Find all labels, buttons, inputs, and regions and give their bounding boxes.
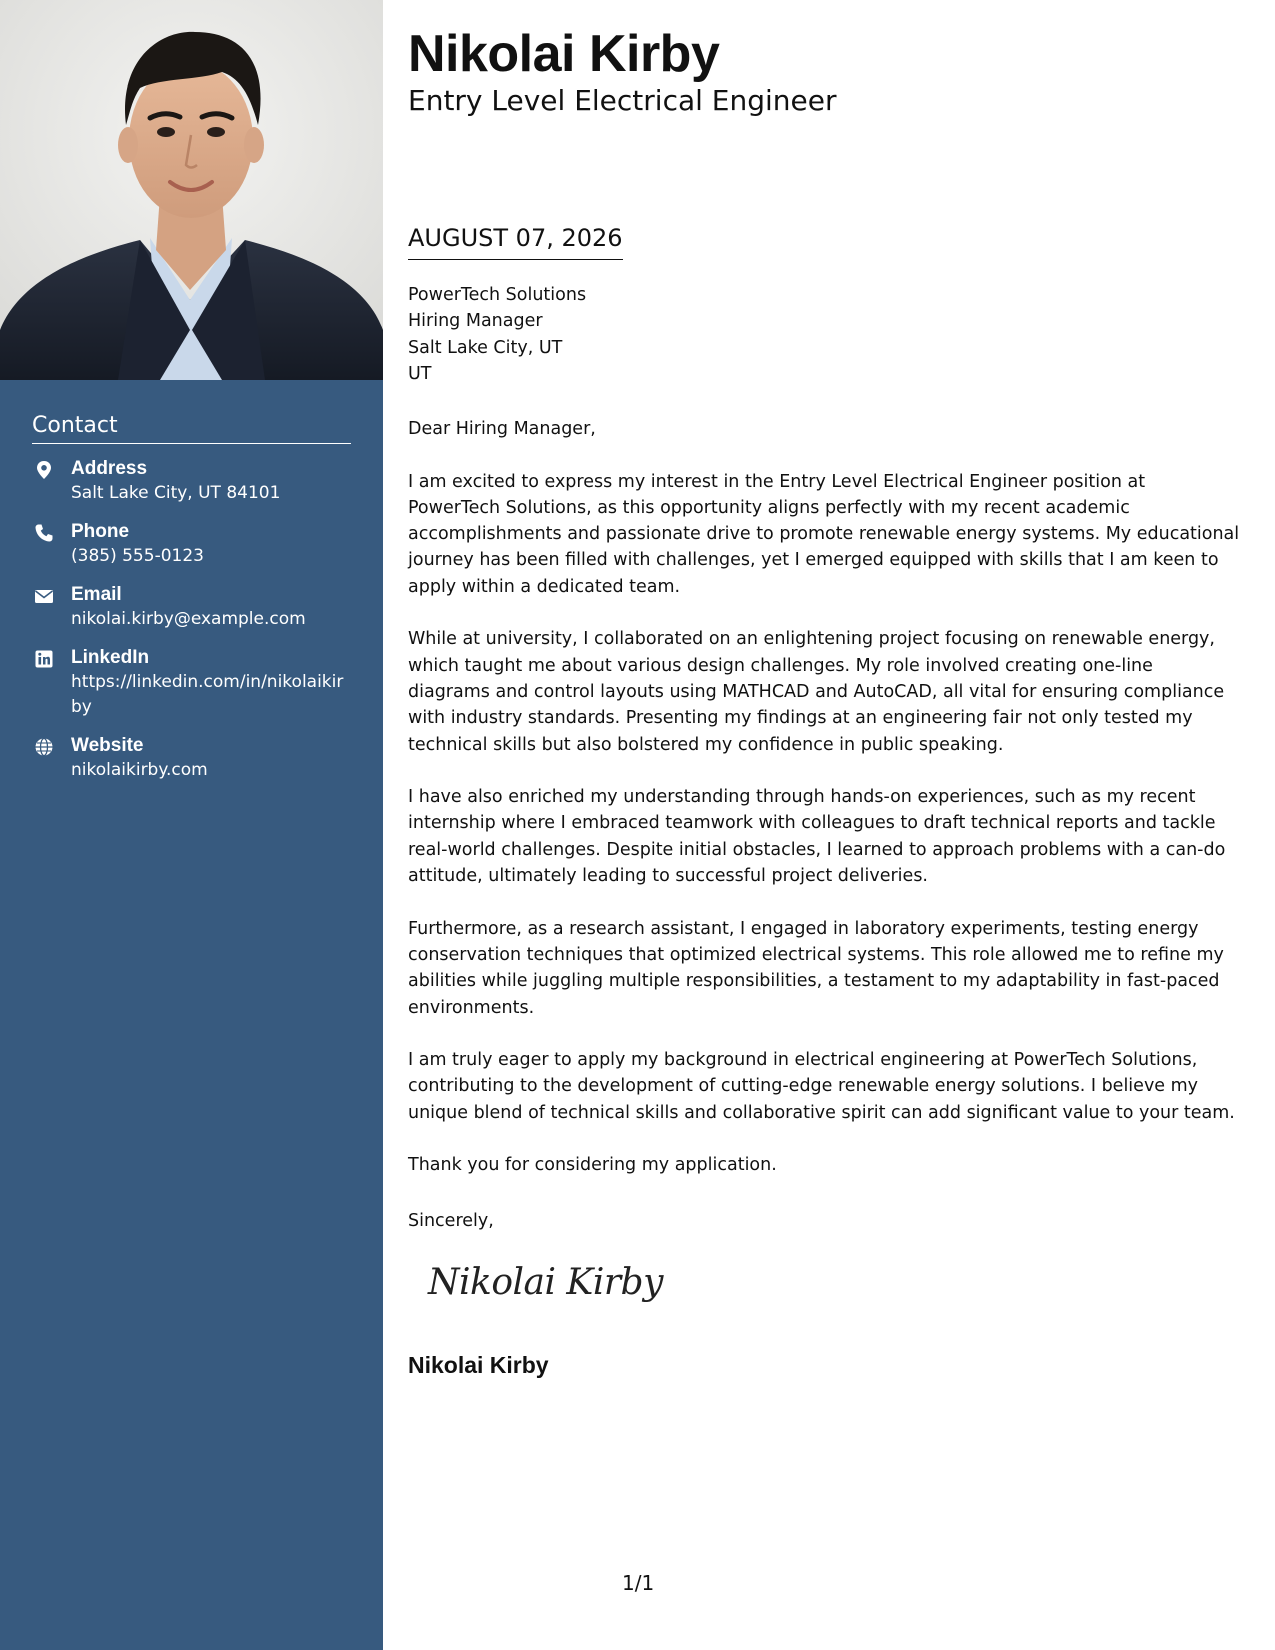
contact-linkedin-label: LinkedIn	[71, 647, 150, 668]
recipient-block	[408, 282, 586, 387]
contact-phone-label: Phone	[71, 521, 130, 542]
letter-closing: Sincerely,	[408, 1211, 494, 1231]
applicant-title: Entry Level Electrical Engineer	[408, 84, 837, 117]
letter-paragraph: I am truly eager to apply my background in electrical engineering at PowerTech Solutions, contributing to the development of cutting-edge renewable energy solutions. I believe my unique blend of technical skills and collaborative spirit can add significant value to your team.	[408, 1050, 1235, 1123]
recipient-role: Hiring Manager	[408, 311, 543, 332]
contact-linkedin-value[interactable]: https://linkedin.com/in/nikolaikirby	[71, 672, 344, 717]
contact-linkedin	[32, 645, 351, 720]
recipient-company: PowerTech Solutions	[408, 285, 587, 305]
letter-paragraph: I have also enriched my understanding through hands-on experiences, such as my recent internship where I embraced teamwork with colleagues to draft technical reports and tackle real-world challenges. Despite initial obstacles, I learned to approach problems with a can-do attitude, ultimately leading to successful project deliveries.	[408, 787, 1226, 887]
contact-email	[32, 582, 351, 632]
contact-phone-value[interactable]: (385) 555-0123	[71, 546, 204, 566]
letter-paragraph: Furthermore, as a research assistant, I engaged in laboratory experiments, testing energy conservation techniques that optimized electrical systems. This role allowed me to refine my abilities while juggling multiple responsibilities, a testament to my adaptability in fast-paced environments.	[408, 918, 1224, 1018]
handwritten-signature: Nikolai Kirby	[428, 1262, 663, 1303]
letter-thanks: Thank you for considering my application.	[408, 1155, 777, 1176]
letter-paragraph: While at university, I collaborated on an enlightening project focusing on renewable energy, which taught me about various design challenges. My role involved creating one-line diagrams and control layouts using MATHCAD and AutoCAD, all vital for ensuring compliance with industry standards. Presenting my findings at an engineering fair not only tested my technical skills but also bolstered my confidence in public speaking.	[408, 629, 1225, 755]
contact-website-value[interactable]: nikolaikirby.com	[71, 760, 208, 780]
contact-website-label: Website	[71, 735, 144, 756]
contact-email-label: Email	[71, 584, 122, 605]
map-pin-icon	[34, 460, 54, 480]
profile-photo-illustration	[0, 0, 383, 380]
contact-section	[32, 412, 351, 796]
letter-salutation: Dear Hiring Manager,	[408, 419, 596, 439]
contact-phone	[32, 519, 351, 569]
contact-address-label: Address	[71, 458, 148, 479]
letter-body	[408, 416, 1240, 1205]
globe-icon	[34, 737, 54, 757]
page-number: 1/1	[622, 1571, 655, 1595]
contact-address	[32, 456, 351, 506]
contact-email-value[interactable]: nikolai.kirby@example.com	[71, 609, 306, 629]
letter-date: AUGUST 07, 2026	[408, 222, 623, 260]
contact-website	[32, 733, 351, 783]
applicant-name: Nikolai Kirby	[408, 25, 720, 83]
phone-icon	[34, 523, 54, 543]
recipient-state: UT	[408, 363, 432, 384]
envelope-icon	[34, 586, 54, 606]
profile-photo	[0, 0, 383, 380]
signed-name: Nikolai Kirby	[408, 1352, 549, 1378]
sidebar	[0, 0, 383, 1650]
recipient-city: Salt Lake City, UT	[408, 337, 563, 358]
letter-paragraph: I am excited to express my interest in the Entry Level Electrical Engineer position at PowerTech Solutions, as this opportunity aligns perfectly with my recent academic accomplishments and passionate drive to promote renewable energy systems. My educational journey has been filled with challenges, yet I emerged equipped with skills that I am keen to apply within a dedicated team.	[408, 471, 1240, 597]
linkedin-icon	[34, 649, 54, 669]
contact-address-value: Salt Lake City, UT 84101	[71, 483, 281, 503]
contact-heading: Contact	[32, 412, 351, 444]
